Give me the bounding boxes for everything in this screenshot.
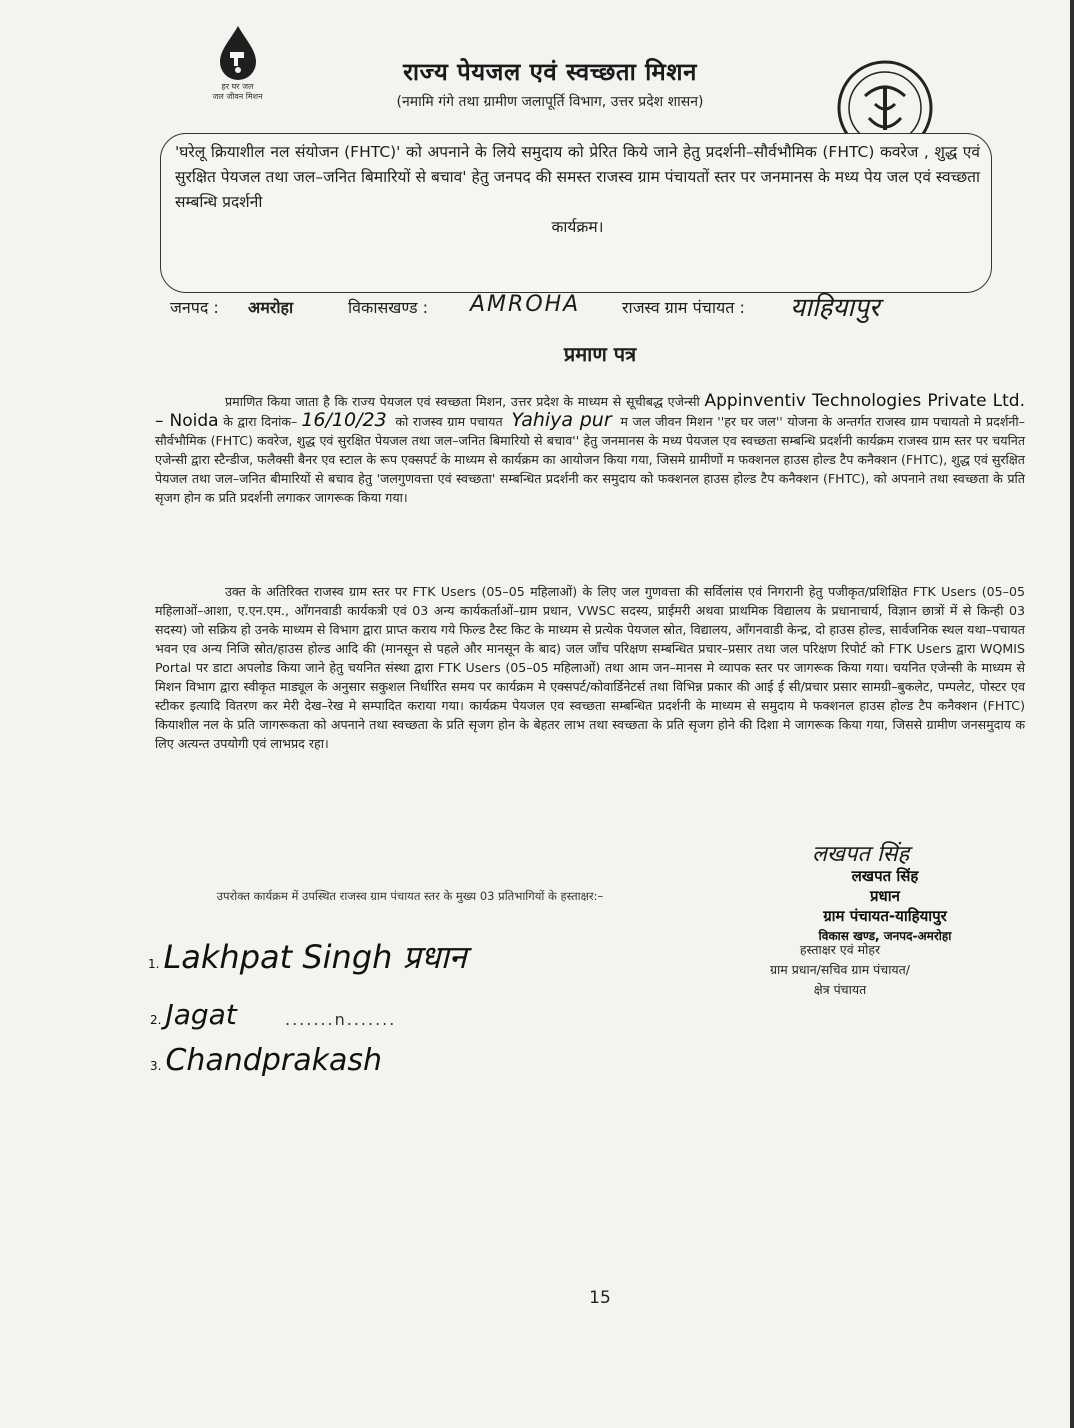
pradhan-stamp (780, 866, 990, 946)
signature-label-2: ग्राम प्रधान/सचिव ग्राम पंचायत/ (769, 962, 911, 977)
stamp-panchayat: ग्राम पंचायत-याहियापुर (823, 907, 947, 925)
logo-caption: हर घर जल (221, 82, 254, 91)
stamp-role: प्रधान (870, 887, 900, 905)
program-title-text (175, 140, 980, 240)
participant-3 (150, 1043, 382, 1078)
participant-2 (150, 998, 237, 1031)
participant-1 (148, 935, 467, 978)
mission-title: राज्य पेयजल एवं स्वच्छता मिशन (403, 58, 697, 86)
mission-subtitle: (नमामि गंगे तथा ग्रामीण जलापूर्ति विभाग, उत्तर प्रदेश शासन) (396, 94, 704, 110)
pradhan-signature: लखपत सिंह (812, 842, 910, 867)
certificate-paragraph-2 (155, 582, 1025, 753)
certificate-paragraph-1 (155, 392, 1025, 507)
stamp-district: विकास खण्ड, जनपद-अमरोहा (818, 929, 952, 943)
para1-part1: प्रमाणित किया जाता है कि राज्य पेयजल एवं स्वच्छता मिशन, उत्तर प्रदेश के माध्यम से सूचीबद्ध एजेन्सी (225, 394, 700, 409)
village-name: Yahiya pur (511, 409, 612, 431)
stamp-name: लखपत सिंह (851, 867, 919, 885)
program-description-end: कार्यक्रम। (551, 218, 604, 236)
participant-name: Lakhpat Singh प्रधान (163, 938, 467, 976)
district-value: अमरोहा (248, 298, 294, 317)
har-ghar-jal-logo (190, 22, 285, 122)
participant-number: 1. (148, 957, 160, 971)
signature-label-1: हस्ताक्षर एवं मोहर (799, 942, 881, 957)
panchayat-label: राजस्व ग्राम पंचायत : (622, 298, 745, 317)
block-value: AMROHA (470, 292, 581, 317)
participant-number: 2. (150, 1013, 162, 1027)
signature-dots: .......n....... (285, 1010, 397, 1029)
program-date: 16/10/23 (301, 409, 387, 431)
location-row (170, 292, 970, 328)
page-number: 15 (589, 1288, 611, 1308)
signature-label-3: क्षेत्र पंचायत (813, 982, 867, 997)
para1-part4: म जल जीवन मिशन ''हर घर जल'' योजना के अन्तर्गत राजस्व ग्राम पचायतो मे प्रदर्शनी–सौर्वभौमिक (FHTC) कवरेज, शुद्ध एवं सुरक्षित पेयजल तथा जल–जनित बिमारियो से बचाव'' हेतु जनमानस के मध्य पेयजल एव स्वच्छता सम्बन्धि प्रदर्शनी कार्यक्रम राजस्व ग्राम स्तर पर चयनित एजेन्सी द्वारा स्टैन्डीज, फलैक्सी बैनर एव स्टाल के रूप एक्सपर्ट के माध्यम से कार्यक्रम का आयोजन किया गया, जिसमे ग्रामीणों म फक्शनल हाउस होल्ड टैप कनैक्शन (FHTC), शुद्ध एवं सुरक्षित पेयजल तथा जल–जनित बीमारियों से बचाव हेतु 'जलगुणवत्ता एवं स्वच्छता' सम्बन्धित प्रदर्शनी कर समुदाय को फक्शनल हाउस होल्ड टैप कनैक्शन (FHTC), को अपनाने तथा स्वच्छता के प्रति सृजग होन क प्रति प्रदर्शनी लगाकर जागरूक किया गया। (155, 414, 1025, 505)
agency-name: Appinventiv Technologies Private Ltd. – Noida (155, 391, 1025, 431)
para1-part2: के द्वारा दिनांक– (223, 414, 298, 429)
panchayat-value: याहियापुर (790, 293, 880, 323)
program-description: 'घरेलू क्रियाशील नल संयोजन (FHTC)' को अपनाने के लिये समुदाय को प्रेरित किये जाने हेतु प्रदर्शनी–सौर्वभौमिक (FHTC) कवरेज , शुद्ध एवं सुरक्षित पेयजल तथा जल–जनित बिमारियों से बचाव' हेतु जनपद की समस्त राजस्व ग्राम पंचायतों स्तर पर जनमानस के मध्य पेय जल एवं स्वच्छता सम्बन्धि प्रदर्शनी (175, 143, 980, 211)
logo-caption-2: जल जीवन मिशन (212, 92, 263, 101)
block-label: विकासखण्ड : (348, 298, 429, 317)
participant-name: Chandprakash (165, 1043, 383, 1078)
water-drop-icon (208, 22, 268, 82)
para1-part3: को राजस्व ग्राम पचायत (395, 414, 503, 429)
certificate-title: प्रमाण पत्र (563, 342, 637, 366)
participants-note: उपरोक्त कार्यक्रम में उपस्थित राजस्व ग्राम पंचायत स्तर के मुख्य 03 प्रतिभागियों के हस्ताक्षर:– (216, 889, 604, 903)
district-label: जनपद : (170, 298, 219, 317)
participant-name: Jagat (165, 998, 237, 1031)
para2-text: उक्त के अतिरिक्त राजस्व ग्राम स्तर पर FTK Users (05–05 महिलाओं) के लिए जल गुणवत्ता की सर्विलांस एवं निगरानी हेतु पजीकृत/प्रशिक्षित FTK Users (05–05 महिलाओं–आशा, ए.एन.एम., आँगनवाडी कार्यकत्री एवं 03 अन्य कार्यकर्ताओं–ग्राम प्रधान, VWSC सदस्य, प्राईमरी अथवा प्राथमिक विद्यालय के प्रधानाचार्य, विज्ञान छात्रों में से किन्ही 03 सदस्य) जो सक्रिय हो उनके माध्यम से विभाग द्वारा प्राप्त कराय गये फिल्ड टैस्ट किट के माध्यम से प्रत्येक पेयजल स्रोत, विद्यालय, आँगनवाडी केन्द्र, दो हाउस होल्ड, सार्वजनिक स्थल यथा–पचायत भवन एव अन्य निजि स्रोत/हाउस होल्ड आदि की (मानसून से पहले और मानसून के बाद) जल जाँच परिक्षण सम्बन्धित प्रचार–प्रसार तथा जल परिक्षण रिपोर्ट को FTK Users द्वारा WQMIS Portal पर डाटा अपलोड किया जाने हेतु चयनित संस्था द्वारा FTK Users (05–05 महिलाओं) तथा आम जन–मानस मे व्यापक स्तर पर जागरूक किया गया। चयनित एजेन्सी के माध्यम से मिशन विभाग द्वारा स्वीकृत माड्यूल के अनुसार सकुशल निर्धारित समय पर कार्यक्रम मे एक्सपर्ट/कोवार्डिनेटर्स तथा विभिन्न प्रकार की आई ई सी/प्रचार प्रसार सामग्री–बुकलेट, पम्पलेट, पोस्टर एव स्टीकर इत्यादि वितरण कर मेरी देख–रेख मे सम्पादित कराया गया। कार्यक्रम पेयजल एव स्वच्छता सम्बन्धित प्रदर्शनी के माध्यम से समुदाय मे फक्शनल हाउस होल्ड टैप कनैक्शन (FHTC) कियाशील नल के प्रति जागरूकता को अपनाने तथा स्वच्छता के प्रति सृजग होन के बेहतर लाभ तथा स्वच्छता के प्रति सृजग होने की दिशा मे जागरूक किया गया, जिससे ग्रामीण जनसमुदाय क लिए अत्यन्त उपयोगी एवं लाभप्रद रहा। (155, 584, 1025, 751)
signature-label (700, 940, 980, 1000)
participant-number: 3. (150, 1059, 162, 1073)
